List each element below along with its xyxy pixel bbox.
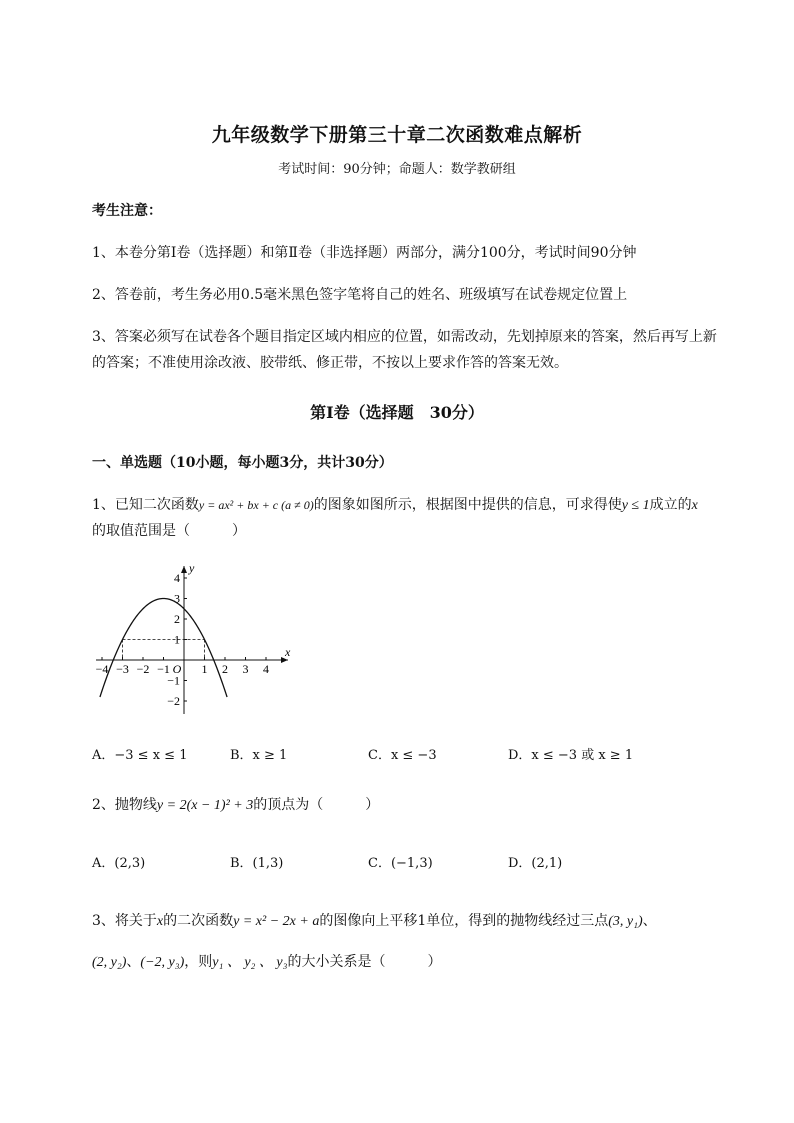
x-tick-label: 4 bbox=[263, 662, 269, 676]
q2-text: 的顶点为（ ） bbox=[253, 797, 380, 813]
x-tick-label: 3 bbox=[242, 662, 249, 676]
q1-option-d: D．x ≤ −3 或 x ≥ 1 bbox=[508, 748, 634, 763]
q2-option-d: D．(2,1) bbox=[508, 856, 563, 871]
q2-option-b: B．(1,3) bbox=[230, 856, 284, 871]
q2-formula: y = 2(x − 1)² + 3 bbox=[156, 798, 254, 813]
q3-vars: y₁ 、 y₂ 、 y₃ bbox=[212, 955, 288, 970]
q1-text-b: 成立的 bbox=[649, 497, 692, 513]
question-3-line-2 bbox=[92, 951, 442, 971]
q1-text-a: 的图象如图所示，根据图中提供的信息，可求得使 bbox=[313, 497, 622, 513]
q2-option-a: A．(2,3) bbox=[92, 856, 146, 871]
x-tick-label: 2 bbox=[222, 662, 228, 676]
origin-label: O bbox=[172, 662, 182, 676]
q3-number: 3、将关于 bbox=[92, 913, 157, 929]
q1-line-2: 的取值范围是（ ） bbox=[92, 523, 246, 539]
q1-formula: y = ax² + bx + c (a ≠ 0) bbox=[198, 498, 314, 512]
q3-point-2: (2, y₂) bbox=[92, 955, 127, 970]
q3-text-b: 的图像向上平移1单位，得到的抛物线经过三点 bbox=[319, 913, 609, 929]
y-tick-label: 3 bbox=[174, 591, 180, 606]
y-tick-label: 2 bbox=[174, 612, 180, 626]
notice-item-3-line2: 的答案；不准使用涂改液、胶带纸、修正带，不按以上要求作答的答案无效。 bbox=[92, 355, 568, 371]
q1-condition: y ≤ 1 bbox=[621, 498, 650, 513]
page-title: 九年级数学下册第三十章二次函数难点解析 bbox=[211, 124, 583, 146]
x-tick-label: 1 bbox=[201, 662, 208, 676]
x-tick-label: −3 bbox=[116, 662, 129, 676]
y-axis-label: y bbox=[189, 561, 195, 575]
q3-text-d: 的大小关系是（ ） bbox=[287, 954, 442, 970]
notice-item-2: 2、答卷前，考生务必用0.5毫米黑色签字笔将自己的姓名、班级填写在试卷规定位置上 bbox=[92, 287, 628, 303]
x-tick-label: −4 bbox=[95, 662, 109, 676]
y-axis-arrow bbox=[181, 566, 187, 573]
notice-heading: 考生注意： bbox=[92, 203, 162, 219]
q3-var: x bbox=[156, 914, 164, 929]
x-tick-label: −1 bbox=[157, 662, 170, 676]
x-tick-label: −2 bbox=[136, 662, 150, 676]
q3-separator-2: 、 bbox=[126, 954, 141, 970]
y-tick-label: 4 bbox=[174, 571, 180, 585]
question-3 bbox=[92, 910, 657, 930]
y-tick-label: 1 bbox=[174, 632, 180, 647]
q3-text-a: 的二次函数 bbox=[163, 913, 234, 929]
q1-number: 1、已知二次函数 bbox=[92, 497, 199, 513]
q1-parabola-graph bbox=[88, 560, 300, 720]
q3-formula: y = x² − 2x + a bbox=[233, 914, 320, 929]
page-subtitle: 考试时间：90分钟；命题人：数学教研组 bbox=[278, 162, 516, 177]
q1-option-a: A．−3 ≤ x ≤ 1 bbox=[92, 748, 188, 763]
q1-option-c: C．x ≤ −3 bbox=[368, 748, 437, 763]
x-axis-label: x bbox=[285, 645, 291, 659]
q1-var: x bbox=[691, 498, 698, 513]
q3-point-1: (3, y₁) bbox=[608, 914, 643, 929]
y-tick-label: −1 bbox=[167, 673, 180, 688]
q3-point-3: (−2, y₃) bbox=[140, 955, 185, 970]
y-tick-label: −2 bbox=[167, 694, 180, 708]
parabola-curve bbox=[100, 599, 227, 698]
notice-item-1: 1、本卷分第I卷（选择题）和第Ⅱ卷（非选择题）两部分，满分100分，考试时间90分钟 bbox=[92, 245, 637, 261]
part-heading: 一、单选题（10小题，每小题3分，共计30分） bbox=[92, 455, 393, 471]
question-1 bbox=[92, 494, 698, 514]
section-title: 第I卷（选择题 30分） bbox=[310, 403, 484, 422]
q2-option-c: C．(−1,3) bbox=[368, 856, 433, 871]
q2-number: 2、抛物线 bbox=[92, 797, 157, 813]
question-2 bbox=[92, 794, 379, 814]
notice-item-3-line1: 3、答案必须写在试卷各个题目指定区域内相应的位置，如需改动，先划掉原来的答案，然后再写上新 bbox=[92, 329, 717, 345]
q1-option-b: B．x ≥ 1 bbox=[230, 748, 288, 763]
q3-separator: 、 bbox=[642, 913, 657, 929]
q3-text-c: ，则 bbox=[184, 954, 213, 970]
